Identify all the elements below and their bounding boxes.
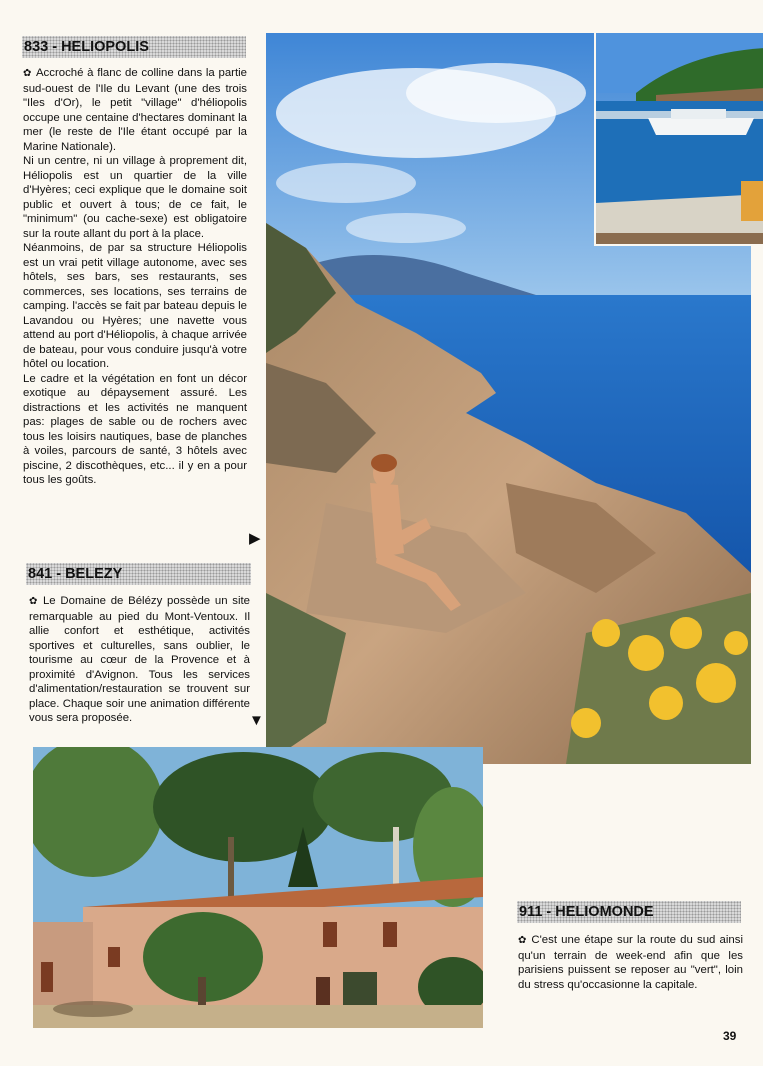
belezy-text [29,594,250,726]
flower-bullet-icon: ✿ [518,935,528,946]
heliomonde-header: 911 - HELIOMONDE [517,901,741,923]
flower-bullet-icon: ✿ [23,68,32,79]
provencal-house-illustration [33,747,483,1028]
belezy-paragraph-1: Le Domaine de Bélézy possède un site remarquable au pied du Mont-Ventoux. Il allie confort et esthétique, activités sportives et culturelles, sans oublier, le tourisme au cœur de la Provence et à proximité d'Avignon. Tous les services d'alimentation/restauration se trouvent sur place. Chaque soir une animation différente vous sera proposée. [29,595,250,724]
heliopolis-paragraph-2: Ni un centre, ni un village à proprement dit, Héliopolis est un quartier de la ville d'Hyères; ceci explique que le domaine soit public et ouvert à tous; de ce fait, le "minimum" (ou cache-sexe) est obligatoire sur la route allant du port à la place. [23,155,247,240]
harbour-boat-illustration [596,33,763,244]
flower-bullet-icon: ✿ [29,596,39,607]
continue-arrow-icon: ▶ [249,530,261,547]
heliomonde-text [518,933,743,992]
heliopolis-paragraph-1: Accroché à flanc de colline dans la partie sud-ouest de l'Ile du Levant (une des trois "Iles d'Or), le petit "village" d'héliopolis occupe une centaine d'hectares dominant la mer (le reste de l'Ile étant occupé par la Marine Nationale). [23,67,247,153]
heliopolis-header: 833 - HELIOPOLIS [22,36,246,58]
continue-arrow-icon: ▼ [249,712,264,729]
harbour-boat-photo [594,33,763,246]
belezy-header: 841 - BELEZY [26,563,251,585]
page-number: 39 [723,1029,737,1043]
heliopolis-paragraph-3: Néanmoins, de par sa structure Héliopolis est un vrai petit village autonome, avec ses hôtels, ses bars, ses restaurants, ses commerces, ses locations, ses terrains de camping. l'accès se fait par bateau depuis le Lavandou ou Hyères; une navette vous attend au port d'Héliopolis, à chaque arrivée de bateau, pour vous conduire jusqu'à votre hôtel ou location. [23,242,247,370]
provencal-house-photo [33,747,483,1028]
heliomonde-paragraph-1: C'est une étape sur la route du sud ainsi qu'un terrain de week-end afin que les parisiens puissent se reposer au "vert", loin du stress qu'occasionne la capitale. [518,934,743,991]
heliopolis-paragraph-4: Le cadre et la végétation en font un décor exotique au dépaysement assuré. Les distractions et les activités ne manquent pas: plages de sable ou de rochers avec tous les loisirs nautiques, base de planches à voiles, parcours de santé, 3 hôtels avec piscine, 2 discothèques, etc... il y en a pour tous les goûts. [23,372,247,486]
heliopolis-text [23,66,247,488]
